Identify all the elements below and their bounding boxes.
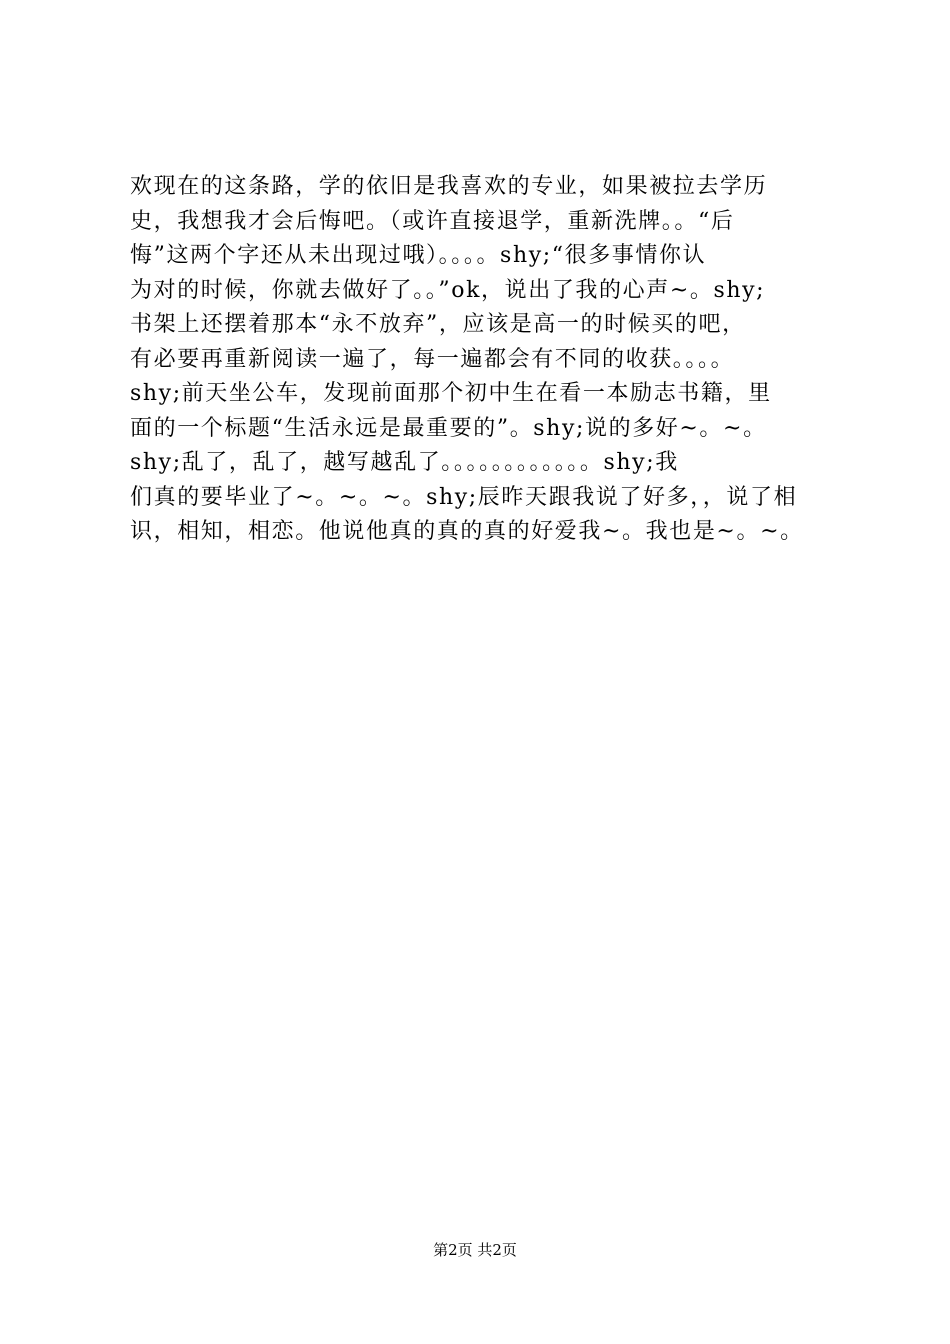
text-line: 欢现在的这条路，学的依旧是我喜欢的专业，如果被拉去学历 xyxy=(130,174,768,199)
text-line: 面的一个标题“生活永远是最重要的”。shy;说的多好~。~。 xyxy=(130,415,767,441)
text-line: 悔”这两个字还从未出现过哦）。。。。shy;“很多事情你认 xyxy=(130,243,707,268)
body-paragraph xyxy=(130,170,830,550)
text-line: 书架上还摆着那本“永不放弃”，应该是高一的时候买的吧， xyxy=(130,312,746,337)
text-line: 史，我想我才会后悔吧。（或许直接退学，重新洗牌。。“后 xyxy=(130,208,735,234)
text-line: shy;前天坐公车，发现前面那个初中生在看一本励志书籍，里 xyxy=(130,381,772,406)
text-line: 有必要再重新阅读一遍了，每一遍都会有不同的收获。。。。 xyxy=(130,346,735,372)
text-line: 们真的要毕业了~。~。~。shy;辰昨天跟我说了好多，，说了相 xyxy=(130,484,798,510)
text-line: 为对的时候，你就去做好了。。”ok，说出了我的心声~。shy; xyxy=(130,277,766,303)
page-number-footer: 第2页 共2页 xyxy=(433,1241,517,1259)
text-line: 识，相知，相恋。他说他真的真的真的好爱我~。我也是~。~。 xyxy=(130,519,804,544)
text-line: shy;乱了，乱了，越写越乱了。。。。。。。。。。。。shy;我 xyxy=(130,450,679,475)
